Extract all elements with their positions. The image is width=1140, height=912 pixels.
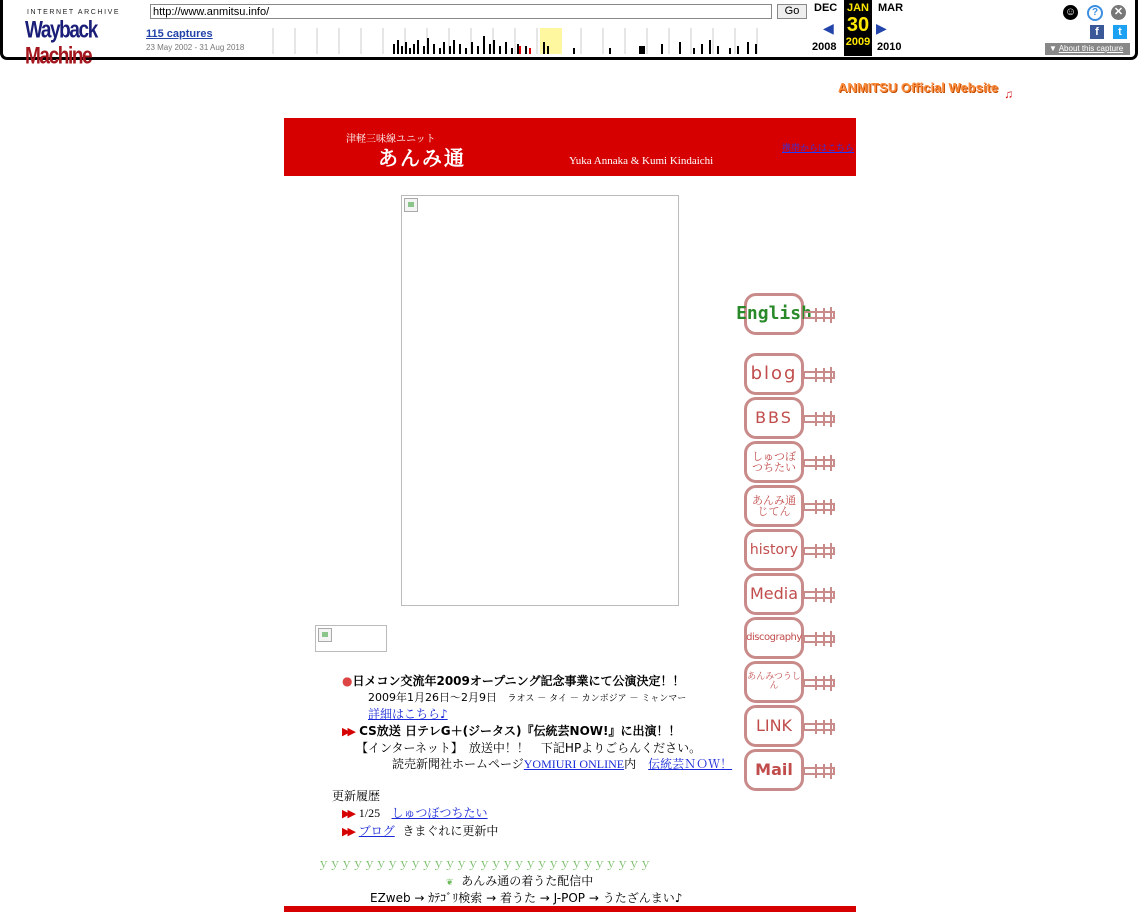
news-item-1-title: 日メコン交流年2009オープニング記念事業にて公演決定！！ (352, 674, 685, 688)
history-item-1-link[interactable]: しゅつぼつちたい (391, 806, 488, 820)
current-month: JAN (846, 2, 869, 14)
yomiuri-online-link[interactable]: YOMIURI ONLINE (523, 757, 625, 771)
prev-year-label: 2008 (812, 41, 837, 53)
footer-bar (284, 906, 856, 912)
dentougei-now-link[interactable]: 伝統芸ＮＯＷ！ (648, 757, 733, 771)
news-item-1 (342, 672, 684, 689)
nav-button-9[interactable] (744, 661, 840, 705)
site-title (838, 80, 1014, 101)
sprout-icon: ❦ (446, 878, 454, 888)
wayback-logo-word-a: Wayback (25, 17, 97, 44)
shamisen-neck-icon (804, 587, 838, 603)
current-year: 2009 (845, 36, 871, 48)
capture-range: 23 May 2002 - 31 Aug 2018 (146, 43, 245, 52)
current-capture-date (844, 0, 872, 56)
go-button[interactable]: Go (777, 4, 807, 19)
shamisen-neck-icon (804, 675, 838, 691)
wayback-logo-caption: INTERNET ARCHIVE (27, 9, 121, 16)
history-item-2-text: きまぐれに更新中 (402, 824, 499, 838)
about-capture-button[interactable]: ▼ About this capture (1045, 43, 1130, 55)
news-item-2-title: CS放送 日テレG＋(ジータス)『伝統芸NOW!』に出演！！ (359, 724, 681, 738)
shamisen-neck-icon (804, 411, 838, 427)
next-arrow-icon[interactable]: ▶ (876, 20, 887, 36)
news-item-2-line2 (392, 755, 732, 772)
arrow-bullet-icon: ▶▶ (342, 807, 353, 820)
ringtone-path: EZweb → ｶﾃｺﾞﾘ検索 → 着うた → J-POP → うたざんまい♪ (370, 891, 683, 905)
history-heading: 更新履歴 (332, 789, 381, 803)
facebook-icon[interactable]: f (1090, 25, 1104, 39)
header-subtitle: 津軽三味線ユニット (346, 134, 436, 145)
nav-button-label: discography (744, 617, 804, 659)
nav-button-3[interactable] (744, 397, 840, 441)
broken-image-icon (318, 628, 332, 642)
nav-button-label: English (744, 293, 804, 335)
close-icon[interactable]: ✕ (1111, 5, 1126, 20)
small-image (315, 625, 387, 652)
history-item-1 (342, 804, 488, 821)
arrow-bullet-icon: ▶▶ (342, 725, 353, 738)
news-item-1-places: ラオス － タイ － カンボジア － ミャンマー (507, 694, 687, 704)
history-item-2 (342, 822, 498, 839)
captures-link[interactable]: 115 captures (146, 28, 213, 40)
about-capture-label: About this capture (1058, 44, 1124, 53)
shamisen-neck-icon (804, 763, 838, 779)
prev-arrow-icon[interactable]: ◀ (823, 20, 834, 36)
capture-sparkline[interactable] (253, 28, 773, 54)
nav-button-4[interactable] (744, 441, 840, 485)
nav-button-label: LINK (744, 705, 804, 747)
nav-button-label: BBS (744, 397, 804, 439)
shamisen-neck-icon (804, 543, 838, 559)
ringtone-title: あんみ通の着うた配信中 (461, 874, 594, 888)
music-note-icon: ♫ (1004, 87, 1014, 101)
blog-link[interactable]: ブログ (358, 824, 395, 838)
next-year-label: 2010 (877, 41, 902, 53)
nav-button-label: history (744, 529, 804, 571)
site-title-text: ANMITSU Official Website (838, 80, 999, 95)
news-item-1-date-row (368, 689, 686, 705)
main-image (401, 195, 679, 606)
wayback-logo-word-b: Machine (25, 43, 92, 70)
wayback-logo[interactable] (25, 17, 117, 70)
user-icon[interactable]: ☺ (1064, 6, 1077, 18)
nav-button-7[interactable] (744, 573, 840, 617)
twitter-icon[interactable]: t (1113, 25, 1127, 39)
nav-button-label: あんみ通じてん (744, 485, 804, 527)
nav-button-label: Media (744, 573, 804, 615)
header-logo-text: あんみ通 (378, 146, 466, 170)
sprout-divider: ｙｙｙｙｙｙｙｙｙｙｙｙｙｙｙｙｙｙｙｙｙｙｙｙｙｙｙｙｙ (318, 858, 652, 870)
current-day: 30 (846, 14, 870, 36)
details-link[interactable]: 詳細はこちら♪ (368, 707, 448, 721)
ringtone-heading (446, 872, 593, 889)
nav-button-label: あんみつうしん (744, 661, 804, 703)
news-item-2-line1: 【インターネット】 放送中！！ 下記HPよりごらんください。 (356, 741, 702, 755)
nav-button-8[interactable] (744, 617, 840, 661)
shamisen-neck-icon (804, 719, 838, 735)
broken-image-icon (404, 198, 418, 212)
nav-button-label: Mail (744, 749, 804, 791)
url-input[interactable]: http://www.anmitsu.info/ (150, 4, 772, 19)
apple-icon: ● (342, 674, 353, 688)
wayback-toolbar (0, 0, 1138, 70)
shamisen-neck-icon (804, 455, 838, 471)
nav-button-1[interactable] (736, 293, 840, 337)
news-item-2-mid: 内 (624, 757, 649, 771)
header-members: Yuka Annaka & Kumi Kindaichi (569, 155, 714, 167)
site-header (284, 118, 856, 176)
nav-button-11[interactable] (744, 749, 840, 793)
shamisen-neck-icon (804, 367, 838, 383)
news-item-1-date: 2009年1月26日～2月9日 (368, 691, 497, 704)
history-item-1-date: 1/25 (358, 806, 381, 820)
shamisen-neck-icon (804, 631, 838, 647)
nav-button-5[interactable] (744, 485, 840, 529)
prev-month-label[interactable]: DEC (814, 2, 838, 14)
nav-button-label: しゅつぼつちたい (744, 441, 804, 483)
next-month-label[interactable]: MAR (878, 2, 904, 14)
help-icon[interactable]: ? (1087, 5, 1103, 21)
nav-button-10[interactable] (744, 705, 840, 749)
nav-button-2[interactable] (744, 353, 840, 397)
mobile-link[interactable]: 携帯からはこちら (782, 143, 855, 153)
nav-button-6[interactable] (744, 529, 840, 573)
news-item-2-prefix: 読売新聞社ホームページ (392, 757, 524, 771)
news-item-2 (342, 722, 681, 739)
shamisen-neck-icon (804, 499, 838, 515)
shamisen-neck-icon (804, 307, 838, 323)
nav-button-label: blog (744, 353, 804, 395)
arrow-bullet-icon: ▶▶ (342, 825, 353, 838)
news-item-1-link-row (368, 705, 448, 722)
